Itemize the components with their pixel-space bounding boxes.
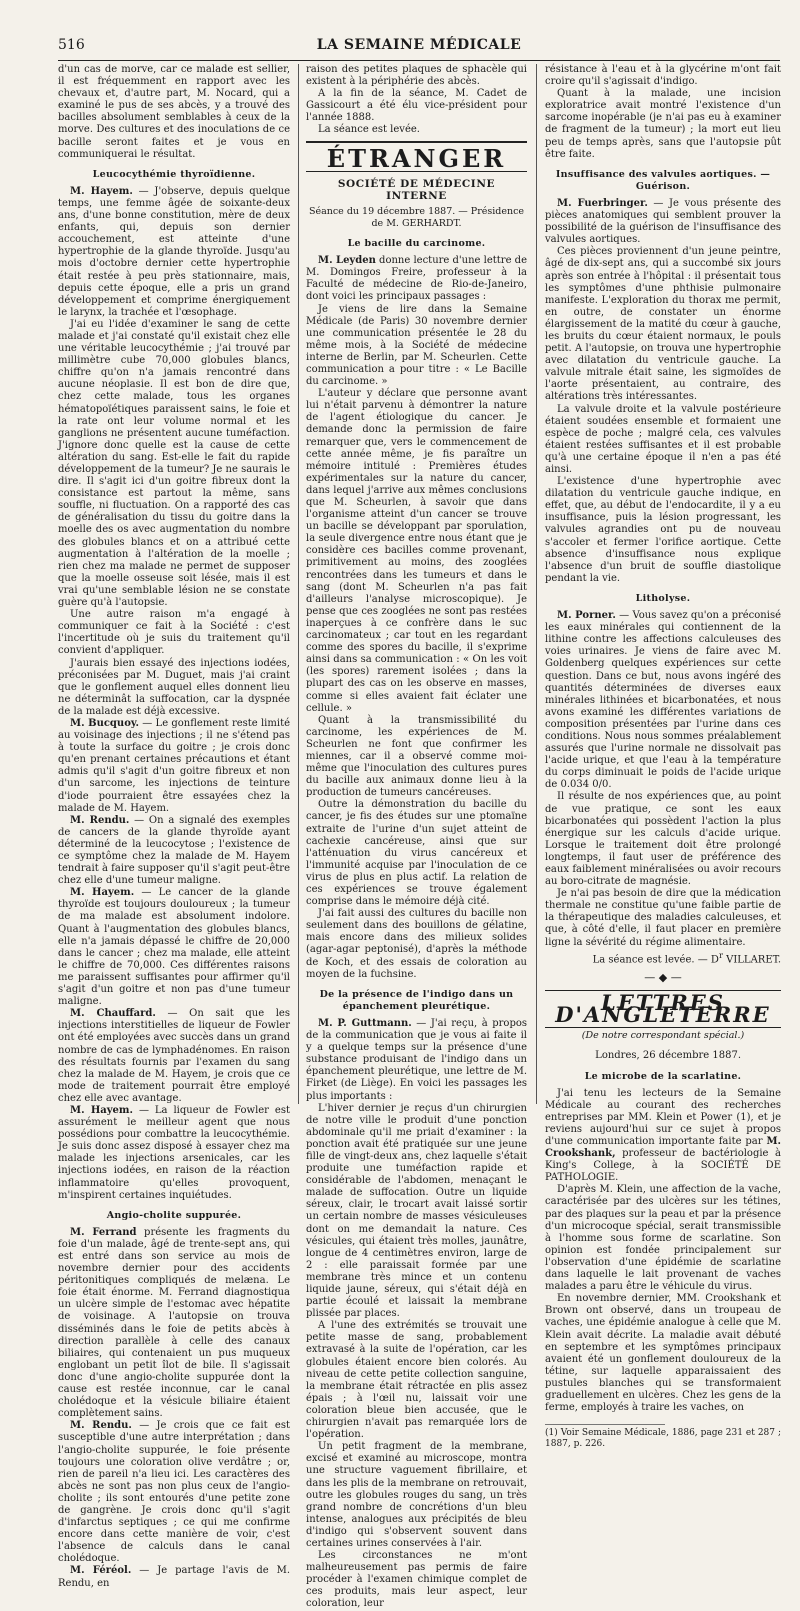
paragraph — [58, 887, 290, 1008]
paragraph — [58, 1565, 290, 1589]
paragraph: Une autre raison m'a engagé à communiquer ce fait à la Société : c'est l'incertitude où je suis du traitement qu'il convient d'appliquer. — [58, 609, 290, 657]
paragraph — [58, 1008, 290, 1105]
paragraph: J'ai eu l'idée d'examiner le sang de cette malade et j'ai constaté qu'il existait chez elle une véritable leucocythémie ; j'ai trouvé par millimètre cube 70,000 globules blancs, chiffre qu'on n'a jamais rencontré dans aucune néoplasie. Il est bon de dire que, chez cette malade, tous les organes hématopoïétiques paraissent sains, le foie et la rate ont leur volume normal et les ganglions ne présentent aucune tuméfaction. J'ignore donc quelle est la cause de cette altération du sang. Est-elle le fait du rapide développement de la tumeur? Je ne saurais le dire. Il s'agit ici d'un goitre fibreux dont la consistance est partout la même, sans souffle, ni fluctuation. On a rapporté des cas de généralisation du tissu du goitre dans la moelle des os avec augmentation du nombre des globules blancs et on a attribué cette augmentation à l'altération de la moelle ; rien chez ma malade ne permet de supposer que la moelle osseuse soit lésée, mais il est vrai qu'une semblable lésion ne se constate guère qu'à l'autopsie. — [58, 318, 290, 609]
column-3 — [545, 64, 782, 1450]
paragraph — [545, 198, 781, 246]
paragraph: Un petit fragment de la membrane, excisé et examiné au microscope, montra une structure vaguement fibrillaire, et dans les plis de la membrane on retrouvait, outre les globules rouges du sang, un très grand nombre de concrétions d'un bleu intense, analogues aux précipités de bleu d'indigo qui s'observent souvent dans certaines urines conservées à l'air. — [306, 1441, 527, 1549]
paragraph — [58, 1105, 290, 1202]
speech-text: présente les fragments du foie d'un malade, âgé de trente-sept ans, qui est entré dans son service au mois de novembre dernier pour des accidents péritonitiques compliqués de melæna. Le foie était énorme. M. Ferrand diagnostiqua un ulcère simple de l'estomac avec hépatite de voisinage. A l'autopsie on trouva disséminés dans le foie de petits abcès à direction parallèle à celle des canaux biliaires, qui contenaient un pus muqueux englobant un petit îlot de bile. Il s'agissait donc d'une angio-cholite suppurée dont la cause est restée inconnue, car le canal cholédoque et la vésicule biliaire étaient complètement sains. — [58, 1226, 290, 1420]
section-title-angleterre: LETTRES D'ANGLETERRE — [545, 990, 781, 1028]
paragraph — [306, 1018, 527, 1103]
speaker-name: M. Fuerbringer. — [557, 197, 648, 209]
speech-text: — On sait que les injections interstitielles de liqueur de Fowler ont été employées avec succès dans un grand nombre de cas de lymphadénomes. En raison des résultats fournis par l'examen du sang chez la malade de M. Hayem, je crois que ce mode de traitement pourrait être employé chez elle avec avantage. — [58, 1008, 290, 1104]
section-heading: Leucocythémie thyroïdienne. — [92, 168, 256, 180]
paragraph: J'aurais bien essayé des injections iodées, préconisées par M. Duguet, mais j'ai craint que le gonflement auquel elles donnent lieu ne déterminât la suffocation, car la dyspnée de la malade est déjà excessive. — [58, 657, 290, 717]
paragraph: A la fin de la séance, M. Cadet de Gassicourt a été élu vice-président pour l'année 1888. — [306, 88, 527, 124]
speaker-name: M. Féréol. — [70, 1565, 132, 1577]
section-heading: Le bacille du carcinome. — [347, 238, 486, 250]
paragraph — [58, 1227, 290, 1421]
paragraph — [58, 186, 290, 319]
paragraph: Je n'ai pas besoin de dire que la médication thermale ne constitue qu'une faible partie de la thérapeutique des maladies calculeuses, et que, à côté d'elle, il faut placer en première ligne la sévérité du régime alimentaire. — [545, 888, 781, 948]
paragraph — [545, 610, 781, 791]
speaker-name: M. Leyden — [318, 255, 376, 267]
ornament-divider-icon: — ◆ — — [644, 971, 682, 985]
column-1 — [58, 64, 291, 1589]
page-number: 516 — [58, 37, 85, 53]
speaker-name: M. Rendu. — [70, 1420, 132, 1432]
section-heading: Le microbe de la scarlatine. — [584, 1070, 742, 1082]
paragraph: Je viens de lire dans la Semaine Médicale (de Paris) 30 novembre dernier une communication présentée le 28 du même mois, à la Société de médecine interne de Berlin, par M. Scheurlen. Cette communication a pour titre : « Le Bacille du carcinome. » — [306, 303, 527, 388]
journal-title: LA SEMAINE MÉDICALE — [316, 37, 522, 53]
paragraph — [58, 1420, 290, 1565]
speaker-name: M. Hayem. — [70, 1104, 133, 1116]
speaker-name: M. Crookshank, — [545, 1136, 781, 1160]
column-divider — [298, 64, 299, 1104]
paragraph: d'un cas de morve, car ce malade est sellier, il est fréquemment en rapport avec les chevaux et, d'autre part, M. Nocard, qui a examiné le pus de ses abcès, y a trouvé des bacilles absolument semblables à ceux de la morve. Des cultures et des inoculations de ce bacille seront faites et je vous en communiquerai le résultat. — [58, 64, 290, 160]
paragraph: L'existence d'une hypertrophie avec dilatation du ventricule gauche indique, en effet, que, au début de l'endocardite, il y a eu insuffisance, puis la lésion progressant, les valvules agrandies ont pu de nouveau s'accoler et fermer l'orifice aortique. Cette absence d'insuffisance nous explique l'absence d'un bruit de souffle diastolique pendant la vie. — [545, 476, 781, 584]
paragraph: Les circonstances ne m'ont malheureusement pas permis de faire procéder à l'examen chimique complet de ces produits, mais leur aspect, leur coloration, leur — [306, 1550, 527, 1610]
society-title: SOCIÉTÉ DE MÉDECINE INTERNE — [337, 177, 496, 202]
paragraph: Quant à la transmissibilité du carcinome, les expériences de M. Scheurlen ne font que confirmer les miennes, car il a observé comme moi-même que l'inoculation des cultures pures du bacille aux animaux donne lieu à la production de tumeurs cancéreuses. — [306, 714, 527, 799]
paragraph: D'après M. Klein, une affection de la vache, caractérisée par des ulcères sur les tétines, par des plaques sur la peau et par la présence d'un microcoque spécial, serait transmissible à l'homme sous forme de scarlatine. Son opinion est fondée principalement sur l'observation d'une épidémie de scarlatine dans laquelle le lait provenant de vaches malades a paru être le véhicule du virus. — [545, 1184, 781, 1293]
header-rule — [58, 60, 780, 61]
speech-text: — Le cancer de la glande thyroïde est toujours douloureux ; la tumeur de ma malade est absolument indolore. Quant à l'augmentation des globules blancs, elle n'a jamais dépassé le chiffre de 20,000 dans le cancer ; chez ma malade, elle atteint le chiffre de 70,000. Ces différentes raisons me paraissent suffisantes pour affirmer qu'il s'agit d'un goitre et non pas d'une tumeur maligne. — [58, 887, 291, 1008]
speaker-name: M. P. Guttmann. — [318, 1017, 412, 1029]
speaker-name: M. Chauffard. — [70, 1008, 156, 1020]
speaker-name: M. Ferrand — [70, 1226, 137, 1238]
section-heading: Insuffisance des valvules aortiques. — Guérison. — [555, 168, 771, 192]
speech-text: — Le gonflement reste limité au voisinage des injections ; il ne s'étend pas à toute la surface du goitre ; je crois donc qu'en prenant certaines précautions et étant admis qu'il s'agit d'un goitre fibreux et non d'un sarcome, les injections de teinture d'iode pourraient être essayées chez la malade de M. Hayem. — [58, 717, 291, 814]
speaker-name: M. Porner. — [557, 610, 616, 622]
paragraph: Outre la démonstration du bacille du cancer, je fis des études sur une ptomaïne extraite de l'urine d'un sujet atteint de cachexie cancéreuse, ainsi que sur l'atténuation du virus cancéreux et l'immunité acquise par l'inoculation de ce virus de plus en plus actif. La relation de ces expériences se trouve également comprise dans le mémoire déjà cité. — [306, 799, 527, 908]
speech-text: — Je vous présente des pièces anatomiques qui semblent prouver la possibilité de la guérison de l'insuffisance des valvules aortiques. — [545, 197, 782, 246]
session-close-signature: La séance est levée. — $D^r$ VILLARET. — [592, 949, 781, 965]
paragraph: J'ai tenu les lecteurs de la Semaine Médicale au courant des recherches entreprises par MM. Klein et Power (1), et je reviens aujourd'hui sur ce sujet à propos d'une communication importante faite par M. Crookshank, professeur de bactériologie à King's College, à la SOCIÉTÉ DE PATHOLOGIE. — [545, 1087, 781, 1184]
section-title-etranger: ÉTRANGER — [306, 141, 527, 172]
column-divider — [536, 64, 537, 1104]
correspondent-line: (De notre correspondant spécial.) — [581, 1030, 745, 1042]
paragraph — [306, 255, 527, 303]
paragraph: La séance est levée. — [318, 124, 420, 136]
speech-text: — La liqueur de Fowler est assurément le meilleur agent que nous possédions pour combattre la leucocythémie. Je suis donc assez disposé à essayer chez ma malade les injections arsenicales, car les injections iodées, en raison de la réaction inflammatoire qu'elles provoquent, m'inspirent certaines inquiétudes. — [58, 1104, 290, 1201]
paragraph: J'ai fait aussi des cultures du bacille non seulement dans des bouillons de gélatine, mais encore dans des milieux solides (agar-agar peptonisé), d'après la méthode de Koch, et des essais de coloration au moyen de la fuchsine. — [306, 908, 527, 980]
paragraph: En novembre dernier, MM. Crookshank et Brown ont observé, dans un troupeau de vaches, une épidémie analogue à celle que M. Klein avait décrite. La maladie avait débuté en septembre et les symptômes principaux avaient été un gonflement douloureux de la tétine, sur laquelle apparaissaient des pustules blanches qui se transformaient graduellement en ulcères. Chez les gens de la ferme, employés à traire les vaches, on — [545, 1293, 781, 1414]
paragraph: Il résulte de nos expériences que, au point de vue pratique, ce sont les eaux bicarbonatées qui possèdent l'action la plus énergique sur les calculs d'acide urique. Lorsque le traitement doit être prolongé longtemps, il faut user de préférence des eaux faiblement minéralisées ou avoir recours au boro-citrate de magnésie. — [545, 791, 781, 888]
paragraph: raison des petites plaques de sphacèle qui existent à la périphérie des abcès. — [306, 64, 527, 88]
paragraph: A l'une des extrémités se trouvait une petite masse de sang, probablement extravasé à la suite de l'opération, car les globules étaient encore bien colorés. Au niveau de cette petite collection sanguine, la membrane était rétractée en plis assez épais ; à l'œil nu, laissait voir une coloration bleue bien accusée, que le chirurgien n'avait pas remarquée lors de l'opération. — [306, 1320, 527, 1441]
speech-text: — J'ai reçu, à propos de la communication que je vous ai faite il y a quelque temps sur la présence d'une substance produisant de l'indigo dans un épanchement pleurétique, une lettre de M. Firket (de Liège). En voici les passages les plus importants : — [306, 1017, 528, 1102]
paragraph — [58, 815, 290, 888]
session-line: Séance du 19 décembre 1887. — Présidence de M. GERHARDT. — [308, 205, 525, 229]
speech-text: donne lecture d'une lettre de M. Domingos Freire, professeur à la Faculté de médecine de Rio-de-Janeiro, dont voici les principaux passages : — [306, 255, 527, 303]
paragraph: Quant à la malade, une incision exploratrice avait montré l'existence d'un sarcome inopérable (je n'ai pas eu à examiner de fragment de la tumeur) ; la mort eut lieu peu de temps après, sans que l'autopsie pût être faite. — [545, 88, 781, 160]
speaker-name: M. Bucquoy. — [70, 717, 140, 729]
section-heading: De la présence de l'indigo dans un épanchement pleurétique. — [319, 988, 514, 1012]
speaker-name: M. Hayem. — [70, 185, 133, 197]
speaker-name: M. Hayem. — [70, 887, 135, 899]
speech-text: — On a signalé des exemples de cancers de la glande thyroïde ayant déterminé de la leucocytose ; l'existence de ce symptôme chez la malade de M. Hayem tendrait à faire supposer qu'il s'agit peut-être chez elle d'une tumeur maligne. — [58, 814, 290, 887]
speech-text: — Je crois que ce fait est susceptible d'une autre interprétation ; dans l'angio-cholite suppurée, le foie présente toujours une coloration olive verdâtre ; or, rien de pareil n'a lieu ici. Les caractères des abcès ne sont pas non plus ceux de l'angio-cholite ; ils sont entourés d'une petite zone de gangrène. Je crois donc qu'il s'agit d'infarctus septiques ; ce qui me confirme encore dans cette manière de voir, c'est l'absence de calculs dans le canal cholédoque. — [58, 1420, 290, 1565]
section-heading: Litholyse. — [635, 592, 691, 604]
paragraph: L'hiver dernier je reçus d'un chirurgien de notre ville le produit d'une ponction abdominale qu'il me priait d'examiner : la ponction avait été pratiquée sur une jeune fille de vingt-deux ans, chez laquelle s'était produite une tuméfaction rapide et considérable de l'abdomen, menaçant le malade de suffocation. Outre un liquide séreux, clair, le trocart avait laissé sortir un certain nombre de masses vésiculeuses dont on me demandait la nature. Ces vésicules, qui étaient très molles, jaunâtre, longue de 4 centimètres environ, large de 2 : elle paraissait formée par une membrane très mince et un contenu liquide jaune, séreux, qui s'était déjà en partie écoulé et laissait la membrane plissée par places. — [306, 1102, 527, 1320]
section-heading: Angio-cholite suppurée. — [106, 1209, 242, 1221]
paragraph: Ces pièces proviennent d'un jeune peintre, âgé de dix-sept ans, qui a succombé six jours après son entrée à l'hôpital : il présentait tous les symptômes d'une phthisie pulmonaire manifeste. L'exploration du thorax me permit, en outre, de constater un énorme élargissement de la matité du cœur à gauche, les bruits du cœur étaient normaux, le pouls petit. A l'autopsie, on trouva une hypertrophie avec dilatation du ventricule gauche. La valvule mitrale était saine, les sigmoïdes de l'aorte présentaient, au contraire, des altérations très intéressantes. — [545, 246, 781, 403]
speaker-name: M. Rendu. — [70, 814, 130, 826]
speech-text: — Vous savez qu'on a préconisé les eaux minérales qui contiennent de la lithine contre les affections calculeuses des voies urinaires. Je viens de faire avec M. Goldenberg quelques expériences sur cette question. Dans ce but, nous avons ingéré des quantités déterminées de diverses eaux minérales lithinées et bicarbonatées, et nous avons examiné les différentes variations de composition présentées par l'urine dans ces conditions. Nous nous sommes préalablement assurés que l'urine normale ne dissolvait pas l'acide urique, et que l'eau à la température du corps diminuait le poids de l'acide urique de 0.034 0/0. — [545, 610, 781, 791]
page-header — [58, 33, 780, 61]
dateline: Londres, 26 décembre 1887. — [595, 1050, 741, 1062]
footnote: (1) Voir Semaine Médicale, 1886, page 231 et 287 ; 1887, p. 226. — [545, 1428, 781, 1450]
column-2 — [306, 64, 528, 1610]
speech-text: — Je partage l'avis de M. Rendu, en — [58, 1565, 291, 1589]
paragraph — [58, 718, 290, 815]
paragraph: La valvule droite et la valvule postérieure étaient soudées ensemble et formaient une espèce de poche ; malgré cela, ces valvules étaient restées suffisantes et il est probable qu'à une certaine époque il n'en a pas été ainsi. — [545, 403, 781, 475]
paragraph: résistance à l'eau et à la glycérine m'ont fait croire qu'il s'agissait d'indigo. — [545, 64, 781, 88]
speech-text: — J'observe, depuis quelque temps, une femme âgée de soixante-deux ans, d'une bonne constitution, mère de deux enfants, qui, depuis son dernier accouchement, est atteinte d'une hypertrophie de la glande thyroïde. Jusqu'au mois d'octobre dernier cette hypertrophie était restée à peu près stationnaire, mais, depuis cette époque, elle a pris un grand développement et comprime énergiquement le larynx, la trachée et l'œsophage. — [58, 185, 290, 318]
paragraph: L'auteur y déclare que personne avant lui n'était parvenu à démontrer la nature de l'agent étiologique du cancer. Je demande donc la permission de faire remarquer que, vers le commencement de cette année même, je fis paraître un mémoire intitulé : Premières études expérimentales sur la nature du cancer, dans lequel j'arrive aux mêmes conclusions que M. Scheurlen, à savoir que dans l'organisme atteint d'un cancer se trouve un bacille se développant par sporulation, la seule divergence entre nous étant que je considère ces bacilles comme provenant, primitivement au moins, des zooglées rencontrées dans les tumeurs et dans le sang (dont M. Scheurlen n'a pas fait d'ailleurs l'analyse microscopique). Je pense que ces zooglées ne sont pas restées inaperçues à ce confrère dans le suc carcinomateux ; car tout en les regardant comme des spores du bacille, il s'exprime ainsi dans sa communication : « On les voit (les spores) rarement isolées ; dans la plupart des cas on les observe en masses, comme si elles avaient fait éclater une cellule. » — [306, 388, 527, 714]
